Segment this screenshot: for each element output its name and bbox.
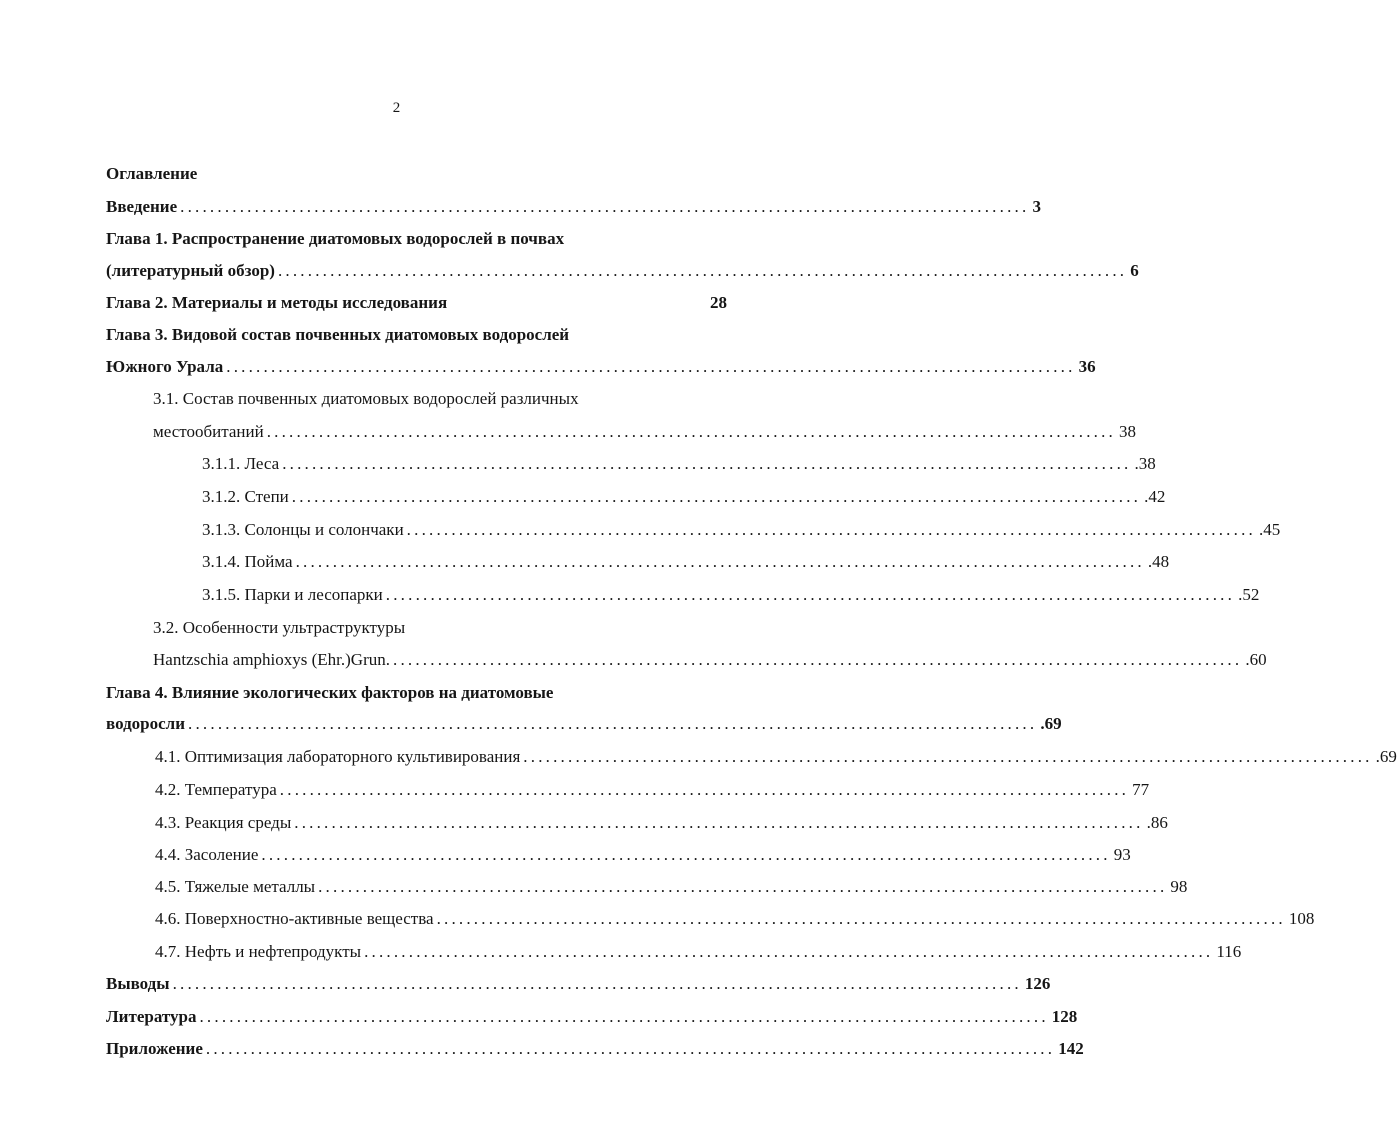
leader-dots: .................................................................................................................. — [282, 454, 1132, 473]
toc-entry-page: 38 — [1119, 422, 1137, 441]
toc-entry-s4-2[interactable] — [155, 777, 1150, 803]
toc-entry-page: 116 — [1216, 942, 1242, 961]
toc-heading: Оглавление — [106, 164, 198, 183]
toc-entry-label: 3.1.5. Парки и лесопарки — [202, 585, 383, 604]
toc-entry-page: .69 — [1375, 747, 1397, 766]
toc-entry-label: 4.6. Поверхностно-активные вещества — [155, 909, 434, 928]
toc-entry-conclusions[interactable] — [106, 971, 1051, 997]
toc-entry-page: 77 — [1132, 780, 1150, 799]
leader-dots: .................................................................................................................. — [406, 520, 1256, 539]
toc-entry-ch1[interactable] — [106, 258, 1139, 284]
toc-entry-page: .86 — [1146, 813, 1168, 832]
toc-entry-label: 4.3. Реакция среды — [155, 813, 292, 832]
toc-entry-s3-1-2[interactable] — [202, 484, 1166, 510]
leader-dots: .................................................................................................................. — [199, 1007, 1049, 1026]
leader-dots: .................................................................................................................. — [364, 942, 1214, 961]
leader-dots: .................................................................................................................. — [205, 1039, 1056, 1058]
leader-dots: .................................................................................................................. — [277, 261, 1128, 280]
toc-entry-s3-1-3[interactable] — [202, 517, 1281, 543]
toc-entry-page: .38 — [1134, 454, 1156, 473]
toc-entry-label: Литература — [106, 1007, 197, 1026]
toc-entry-ch1-line1: Глава 1. Распространение диатомовых водорослей в почвах — [106, 229, 565, 248]
toc-entry-page: .69 — [1040, 714, 1062, 733]
toc-entry-page: .45 — [1258, 520, 1281, 539]
toc-entry-s3-1[interactable] — [153, 419, 1137, 445]
toc-entry-page: 28 — [710, 293, 727, 312]
toc-entry-label: 4.4. Засоление — [155, 845, 259, 864]
toc-entry-label: водоросли — [106, 714, 186, 733]
leader-dots: .................................................................................................................. — [279, 780, 1130, 799]
toc-entry-intro[interactable] — [106, 194, 1041, 220]
toc-entry-appendix[interactable] — [106, 1036, 1084, 1062]
toc-entry-label: 4.2. Температура — [155, 780, 277, 799]
toc-entry-label: 3.1.4. Пойма — [202, 552, 293, 571]
leader-dots: .................................................................................................................. — [180, 197, 1030, 216]
leader-dots: .................................................................................................................. — [295, 552, 1145, 571]
toc-entry-page: 142 — [1058, 1039, 1084, 1058]
toc-entry-label: Глава 2. Материалы и методы исследования — [106, 293, 448, 312]
leader-dots: .................................................................................................................. — [261, 845, 1111, 864]
toc-entry-s3-1-5[interactable] — [202, 582, 1260, 608]
toc-entry-s4-6[interactable] — [155, 906, 1315, 932]
leader-dots: .................................................................................................................. — [436, 909, 1286, 928]
toc-entry-label: Приложение — [106, 1039, 203, 1058]
toc-entry-page: 6 — [1130, 261, 1139, 280]
toc-entry-page: 126 — [1024, 974, 1051, 993]
toc-entry-s3-1-line1: 3.1. Состав почвенных диатомовых водорослей различных — [153, 389, 579, 408]
toc-entry-s3-1-1[interactable] — [202, 451, 1156, 477]
toc-entry-s3-2-line1: 3.2. Особенности ультраструктуры — [153, 618, 406, 637]
leader-dots: .................................................................................................................. — [385, 585, 1236, 604]
toc-entry-page: .60 — [1245, 650, 1267, 669]
toc-entry-page: 36 — [1078, 357, 1096, 376]
leader-dots: .................................................................................................................. — [318, 877, 1168, 896]
toc-entry-ch2[interactable] — [106, 290, 727, 316]
toc-entry-label: Южного Урала — [106, 357, 224, 376]
leader-dots: .................................................................................................................. — [172, 974, 1022, 993]
toc-entry-page: 98 — [1170, 877, 1188, 896]
leader-dots: .................................................................................................................. — [291, 487, 1142, 506]
toc-entry-s4-1[interactable] — [155, 744, 1397, 770]
toc-entry-label: 4.5. Тяжелые металлы — [155, 877, 316, 896]
leader-dots: .................................................................................................................. — [266, 422, 1117, 441]
leader-dots: .................................................................................................................. — [393, 650, 1243, 669]
toc-entry-ch3-line1: Глава 3. Видовой состав почвенных диатомовых водорослей — [106, 325, 570, 344]
leader-dots: .................................................................................................................. — [294, 813, 1144, 832]
toc-entry-s4-3[interactable] — [155, 810, 1168, 836]
toc-entry-label: 4.1. Оптимизация лабораторного культивирования — [155, 747, 521, 766]
toc-entry-s4-7[interactable] — [155, 939, 1242, 965]
leader-dots: .................................................................................................................. — [523, 747, 1373, 766]
toc-entry-page: .48 — [1147, 552, 1170, 571]
toc-entry-ch4[interactable] — [106, 711, 1062, 737]
leader-dots: .................................................................................................................. — [188, 714, 1038, 733]
toc-entry-ch4-line1: Глава 4. Влияние экологических факторов на диатомовые — [106, 683, 554, 702]
toc-entry-label: Введение — [106, 197, 178, 216]
toc-entry-page: 108 — [1288, 909, 1315, 928]
page-number: 2 — [392, 100, 401, 116]
toc-entry-s3-2[interactable] — [153, 647, 1267, 673]
toc-entry-label: 4.7. Нефть и нефтепродукты — [155, 942, 362, 961]
toc-entry-label: Hantzschia amphioxys (Ehr.)Grun. — [153, 650, 390, 669]
toc-entry-s4-5[interactable] — [155, 874, 1188, 900]
toc-entry-label: (литературный обзор) — [106, 261, 275, 280]
toc-entry-literature[interactable] — [106, 1004, 1078, 1030]
toc-entry-label: 3.1.3. Солонцы и солончаки — [202, 520, 404, 539]
toc-entry-s3-1-4[interactable] — [202, 549, 1170, 575]
toc-entry-ch3[interactable] — [106, 354, 1096, 380]
toc-entry-page: .42 — [1144, 487, 1166, 506]
toc-entry-page: 93 — [1113, 845, 1131, 864]
toc-entry-label: Выводы — [106, 974, 170, 993]
toc-entry-page: .52 — [1238, 585, 1260, 604]
toc-entry-page: 3 — [1032, 197, 1041, 216]
toc-entry-label: 3.1.2. Степи — [202, 487, 289, 506]
toc-entry-label: 3.1.1. Леса — [202, 454, 280, 473]
leader-dots: .................................................................................................................. — [226, 357, 1076, 376]
toc-entry-s4-4[interactable] — [155, 842, 1131, 868]
toc-entry-page: 128 — [1051, 1007, 1078, 1026]
toc-entry-label: местообитаний — [153, 422, 264, 441]
